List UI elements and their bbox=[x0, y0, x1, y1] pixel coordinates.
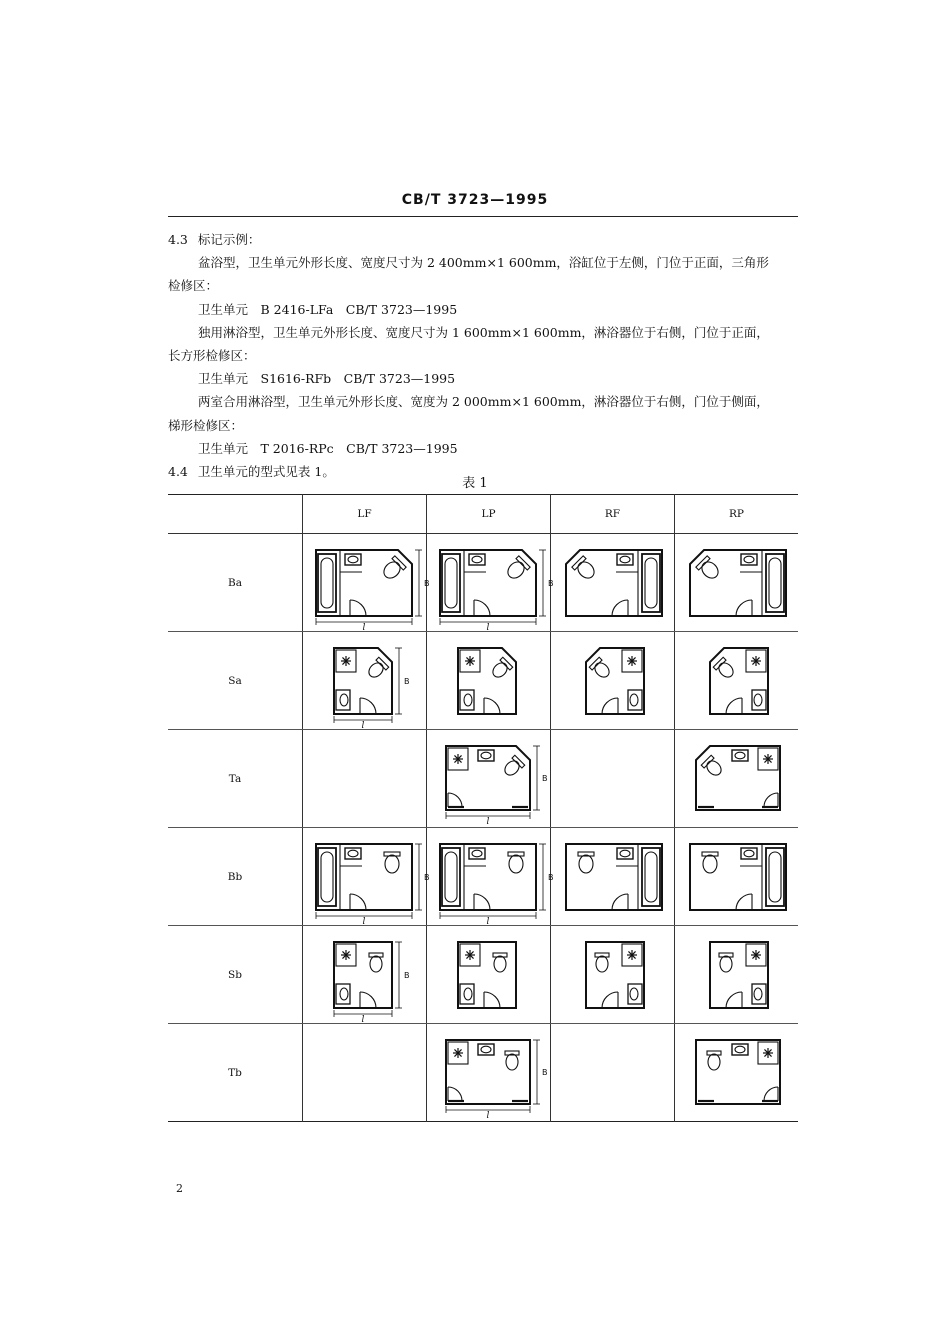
table-row bbox=[168, 534, 798, 632]
washbasin-icon bbox=[469, 554, 485, 565]
door-swing-icon bbox=[764, 793, 778, 807]
door-swing-icon bbox=[726, 992, 742, 1008]
toilet-icon bbox=[719, 953, 733, 972]
floor-plan bbox=[304, 830, 429, 927]
floor-plan bbox=[552, 634, 674, 728]
shower-icon bbox=[751, 656, 761, 666]
floor-plan bbox=[304, 634, 426, 731]
room-outline bbox=[440, 844, 536, 910]
shower-icon bbox=[465, 950, 475, 960]
column-header: RP bbox=[675, 495, 799, 534]
toilet-icon bbox=[365, 657, 388, 680]
shower-icon bbox=[627, 656, 637, 666]
washbasin-bowl bbox=[340, 988, 348, 1000]
table-row bbox=[168, 926, 798, 1024]
toilet-icon bbox=[503, 555, 529, 581]
toilet-icon bbox=[695, 555, 721, 581]
toilet-icon bbox=[501, 755, 524, 778]
washbasin-icon bbox=[617, 848, 633, 859]
floor-plan bbox=[676, 732, 798, 826]
door-swing-icon bbox=[612, 894, 628, 910]
figure-cell bbox=[427, 926, 551, 1024]
figure-cell bbox=[551, 926, 675, 1024]
figure-cell bbox=[427, 534, 551, 632]
washbasin-bowl bbox=[630, 694, 638, 706]
section-title: 标记示例： bbox=[197, 232, 261, 247]
column-header: LP bbox=[427, 495, 551, 534]
figure-cell bbox=[675, 1024, 799, 1122]
row-label: Bb bbox=[168, 828, 303, 926]
dimension-length-label: l bbox=[362, 916, 365, 927]
row-label: Sb bbox=[168, 926, 303, 1024]
figure-cell bbox=[675, 730, 799, 828]
floor-plan bbox=[676, 634, 798, 728]
washbasin-icon bbox=[469, 848, 485, 859]
room-outline bbox=[690, 844, 786, 910]
row-label: Ba bbox=[168, 534, 303, 632]
washbasin-bowl bbox=[464, 694, 472, 706]
room-outline bbox=[316, 844, 412, 910]
room-outline bbox=[566, 550, 662, 616]
dimension-width-label: B bbox=[541, 773, 547, 783]
floor-plan bbox=[676, 830, 798, 924]
washbasin-icon bbox=[345, 848, 361, 859]
figure-cell bbox=[551, 632, 675, 730]
figure-cell bbox=[427, 730, 551, 828]
dimension-width-label: B bbox=[423, 872, 429, 882]
table-row bbox=[168, 828, 798, 926]
bathtub-icon bbox=[642, 848, 660, 906]
shower-icon bbox=[751, 950, 761, 960]
washbasin-bowl bbox=[754, 694, 762, 706]
figure-cell bbox=[675, 828, 799, 926]
example-1-desc: 盆浴型，卫生单元外形长度、宽度尺寸为 2 400mm×1 600mm，浴缸位于左侧，门位于正面，三角形 bbox=[198, 255, 769, 271]
floor-plan bbox=[428, 732, 550, 826]
room-outline bbox=[690, 550, 786, 616]
washbasin-icon bbox=[732, 1044, 748, 1055]
example-1-marking: 卫生单元 B 2416-LFa CB/T 3723—1995 bbox=[198, 301, 458, 317]
toilet-icon bbox=[493, 953, 507, 972]
washbasin-bowl bbox=[464, 988, 472, 1000]
door-swing-icon bbox=[484, 992, 500, 1008]
dimension-width-label: B bbox=[423, 578, 429, 588]
bathtub-icon bbox=[318, 554, 336, 612]
example-1-desc-cont: 检修区： bbox=[168, 278, 219, 294]
room-outline bbox=[440, 550, 536, 616]
door-swing-icon bbox=[474, 894, 490, 910]
washbasin-icon bbox=[741, 554, 757, 565]
toilet-icon bbox=[702, 852, 718, 873]
floor-plan bbox=[304, 928, 426, 1025]
floor-plan bbox=[552, 928, 674, 1022]
table-row bbox=[168, 632, 798, 730]
document-header: CB/T 3723—1995 bbox=[401, 192, 549, 208]
washbasin-icon bbox=[732, 750, 748, 761]
bathtub-icon bbox=[318, 848, 336, 906]
table-caption: 表 1 bbox=[462, 476, 488, 491]
floor-plan bbox=[428, 830, 553, 927]
shower-icon bbox=[627, 950, 637, 960]
figure-cell bbox=[303, 632, 427, 730]
dimension-width-label: B bbox=[403, 970, 409, 980]
door-swing-icon bbox=[448, 793, 462, 807]
shower-icon bbox=[453, 1048, 463, 1058]
door-swing-icon bbox=[474, 600, 490, 616]
door-swing-icon bbox=[736, 600, 752, 616]
figure-cell bbox=[675, 632, 799, 730]
floor-plan bbox=[428, 928, 550, 1022]
figure-cell bbox=[303, 828, 427, 926]
dimension-lines bbox=[446, 1040, 548, 1121]
floor-plan bbox=[428, 536, 553, 633]
door-swing-icon bbox=[350, 600, 366, 616]
toilet-icon bbox=[384, 852, 400, 873]
floor-plan bbox=[676, 928, 798, 1022]
dimension-length-label: l bbox=[486, 1110, 489, 1121]
figure-cell bbox=[427, 828, 551, 926]
toilet-icon bbox=[489, 657, 512, 680]
example-3-marking: 卫生单元 T 2016-RPc CB/T 3723—1995 bbox=[198, 440, 458, 456]
section-4-3-heading bbox=[168, 228, 800, 251]
washbasin-icon bbox=[617, 554, 633, 565]
toilet-icon bbox=[505, 1051, 519, 1070]
door-swing-icon bbox=[360, 992, 376, 1008]
floor-plan bbox=[304, 536, 429, 633]
toilet-icon bbox=[595, 953, 609, 972]
shower-icon bbox=[453, 754, 463, 764]
section-number: 4.3 bbox=[168, 232, 188, 247]
floor-plan bbox=[676, 1026, 798, 1120]
dimension-width-label: B bbox=[403, 676, 409, 686]
bathtub-icon bbox=[442, 554, 460, 612]
door-swing-icon bbox=[612, 600, 628, 616]
toilet-icon bbox=[701, 755, 724, 778]
shower-icon bbox=[763, 1048, 773, 1058]
table-body bbox=[168, 534, 798, 1122]
door-swing-icon bbox=[736, 894, 752, 910]
dimension-length-label: l bbox=[486, 916, 489, 927]
washbasin-icon bbox=[478, 750, 494, 761]
example-2-desc-cont: 长方形检修区： bbox=[168, 348, 256, 364]
toilet-icon bbox=[508, 852, 524, 873]
washbasin-bowl bbox=[754, 988, 762, 1000]
example-3-desc: 两室合用淋浴型，卫生单元外形长度、宽度为 2 000mm×1 600mm，淋浴器位于右侧，门位于侧面， bbox=[198, 394, 769, 410]
toilet-icon bbox=[589, 657, 612, 680]
column-header: LF bbox=[303, 495, 427, 534]
room-outline bbox=[446, 1040, 530, 1104]
washbasin-icon bbox=[741, 848, 757, 859]
row-label: Tb bbox=[228, 1066, 242, 1079]
table-row bbox=[168, 730, 798, 828]
table-header-row bbox=[168, 495, 798, 534]
washbasin-bowl bbox=[630, 988, 638, 1000]
dimension-length-label: l bbox=[486, 622, 489, 633]
toilet-icon bbox=[578, 852, 594, 873]
shower-icon bbox=[341, 950, 351, 960]
door-swing-icon bbox=[448, 1087, 462, 1101]
toilet-icon bbox=[707, 1051, 721, 1070]
section-4-4-text: 卫生单元的型式见表 1。 bbox=[197, 464, 335, 480]
room-outline bbox=[446, 746, 530, 810]
figure-cell bbox=[675, 926, 799, 1024]
floor-plan bbox=[428, 1026, 550, 1120]
section-4-3 bbox=[168, 228, 800, 483]
example-3-desc-cont: 梯形检修区： bbox=[168, 417, 244, 433]
floor-plan bbox=[676, 536, 798, 630]
figure-cell bbox=[303, 534, 427, 632]
dimension-length-label: l bbox=[361, 720, 364, 731]
toilet-icon bbox=[369, 953, 383, 972]
dimension-lines bbox=[446, 746, 548, 827]
toilet-icon bbox=[571, 555, 597, 581]
corner-cell bbox=[168, 495, 303, 534]
header-rule bbox=[168, 216, 798, 217]
bathtub-icon bbox=[766, 848, 784, 906]
bathtub-icon bbox=[442, 848, 460, 906]
figure-cell bbox=[675, 534, 799, 632]
figure-cell bbox=[303, 730, 427, 828]
bathtub-icon bbox=[642, 554, 660, 612]
door-swing-icon bbox=[764, 1087, 778, 1101]
example-2-marking: 卫生单元 S1616-RFb CB/T 3723—1995 bbox=[198, 371, 456, 387]
figure-cell bbox=[303, 926, 427, 1024]
dimension-width-label: B bbox=[541, 1067, 547, 1077]
toilet-icon bbox=[379, 555, 405, 581]
shower-icon bbox=[341, 656, 351, 666]
door-swing-icon bbox=[360, 698, 376, 714]
door-swing-icon bbox=[602, 698, 618, 714]
figure-cell bbox=[303, 1024, 427, 1122]
example-2-desc: 独用淋浴型，卫生单元外形长度、宽度尺寸为 1 600mm×1 600mm，淋浴器位于右侧，门位于正面， bbox=[198, 324, 769, 340]
figure-cell bbox=[427, 632, 551, 730]
washbasin-bowl bbox=[340, 694, 348, 706]
row-label: Ta bbox=[168, 730, 303, 828]
forms-table bbox=[168, 494, 798, 1122]
row-label: Sa bbox=[168, 632, 303, 730]
figure-cell bbox=[551, 534, 675, 632]
figure-cell bbox=[551, 730, 675, 828]
room-outline bbox=[566, 844, 662, 910]
dimension-width-label: B bbox=[547, 578, 553, 588]
washbasin-icon bbox=[478, 1044, 494, 1055]
dimension-length-label: l bbox=[362, 622, 365, 633]
floor-plan bbox=[552, 536, 674, 630]
door-swing-icon bbox=[484, 698, 500, 714]
figure-cell bbox=[427, 1024, 551, 1122]
section-number: 4.4 bbox=[168, 464, 188, 480]
column-header: RF bbox=[551, 495, 675, 534]
bathtub-icon bbox=[766, 554, 784, 612]
floor-plan bbox=[428, 634, 550, 728]
dimension-width-label: B bbox=[547, 872, 553, 882]
toilet-icon bbox=[713, 657, 736, 680]
washbasin-icon bbox=[345, 554, 361, 565]
shower-icon bbox=[465, 656, 475, 666]
page-number: 2 bbox=[176, 1182, 183, 1195]
floor-plan bbox=[552, 830, 674, 924]
shower-icon bbox=[763, 754, 773, 764]
dimension-length-label: l bbox=[361, 1014, 364, 1025]
table-row bbox=[168, 1024, 798, 1122]
door-swing-icon bbox=[602, 992, 618, 1008]
room-outline bbox=[316, 550, 412, 616]
figure-cell bbox=[551, 828, 675, 926]
door-swing-icon bbox=[350, 894, 366, 910]
door-swing-icon bbox=[726, 698, 742, 714]
dimension-length-label: l bbox=[486, 816, 489, 827]
figure-cell bbox=[551, 1024, 675, 1122]
